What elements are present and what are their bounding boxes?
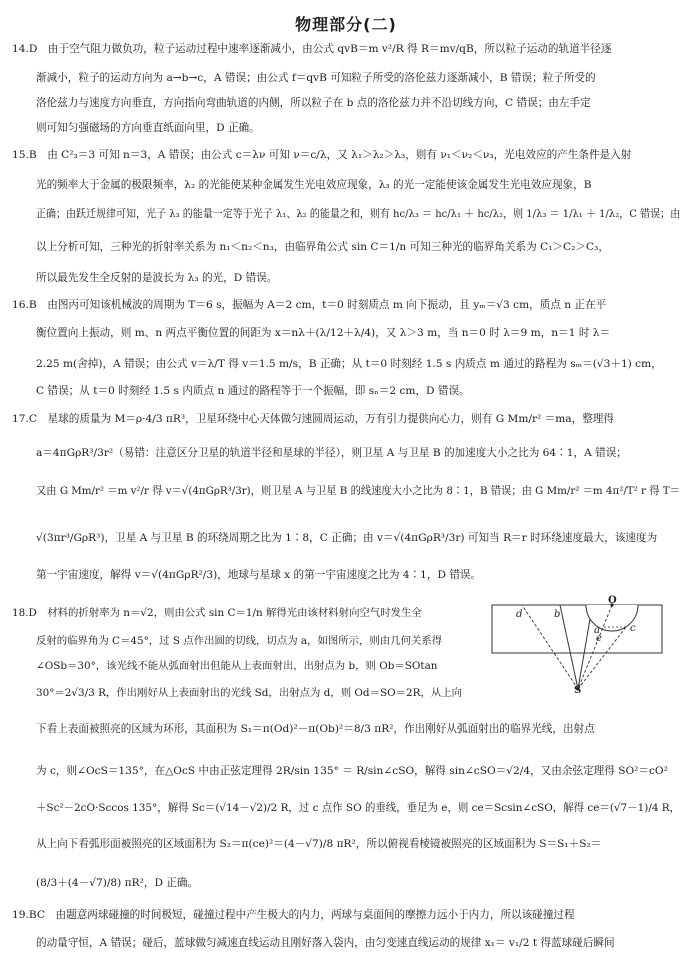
text-line: 18.D 材料的折射率为 n＝√2，则由公式 sin C＝1/n 解得光由该材料射向空气时发生全 xyxy=(12,607,422,619)
text-line: 2.25 m(舍掉)，A 错误；由公式 v＝λ/T 得 v＝1.5 m/s，B 正确；从 t＝0 时刻经 1.5 s 内质点 m 通过的路程为 sₘ＝(√3＋1) cm， xyxy=(36,358,662,370)
label-o: O xyxy=(608,595,617,606)
text-line: 渐减小，粒子的运动方向为 a→b→c，A 错误；由公式 f＝qvB 可知粒子所受的洛伦兹力逐渐减小，B 错误；粒子所受的 xyxy=(36,72,596,84)
prism-light-figure xyxy=(490,595,666,696)
text-line: 14.D 由于空气阻力做负功，粒子运动过程中速率逐渐减小，由公式 qvB＝m v²/R 得 R＝mv/qB，所以粒子运动的轨道半径逐 xyxy=(12,43,612,55)
text-line: 光的频率大于金属的极限频率，λ₂ 的光能使某种金属发生光电效应现象，λ₃ 的光一定能使该金属发生光电效应现象，B xyxy=(36,179,592,191)
ray-to-c xyxy=(578,627,626,689)
text-line: ∠OSb＝30°，该光线不能从弧面射出但能从上表面射出，出射点为 b，则 Ob＝SOtan xyxy=(36,660,438,672)
text-line: 第一宇宙速度，解得 v＝√(4πGρR²/3)，地球与星球 x 的第一宇宙速度之比为 4∶1，D 错误。 xyxy=(36,569,482,581)
label-s: S xyxy=(574,685,582,696)
text-line: 15.B 由 C²₃＝3 可知 n＝3，A 错误；由公式 c＝λν 可知 ν＝c/λ，又 λ₁＞λ₂＞λ₃，则有 ν₁＜ν₂＜ν₃，光电效应的产生条件是入射 xyxy=(12,149,632,161)
text-line: 反射的临界角为 C＝45°，过 S 点作出圆的切线，切点为 a，如图所示，则由几何关系得 xyxy=(36,635,443,647)
text-line: 洛伦兹力与速度方向垂直，方向指向弯曲轨道的内侧，所以粒子在 b 点的洛伦兹力并不沿切线方向，C 错误；由左手定 xyxy=(36,97,591,109)
text-line: 所以最先发生全反射的是波长为 λ₃ 的光，D 错误。 xyxy=(36,272,278,284)
text-line: 以上分析可知，三种光的折射率关系为 n₁＜n₂＜n₃，由临界角公式 sin C＝1/n 可知三种光的临界角关系为 C₁＞C₂＞C₃， xyxy=(36,241,609,253)
text-line: 为 c，则∠OcS＝135°，在△OcS 中由正弦定理得 2R/sin 135° ＝ R/sin∠cSO，解得 sin∠cSO＝√2/4，又由余弦定理得 SO²＝cO² xyxy=(36,765,668,777)
text-line: (8/3＋(4－√7)/8) πR²，D 正确。 xyxy=(36,877,199,889)
label-d: d xyxy=(516,609,523,620)
text-line: 从上向下看弧形面被照亮的区域面积为 S₂＝π(ce)²＝(4－√7)/8 πR²，所以俯视看棱镜被照亮的区域面积为 S＝S₁＋S₂＝ xyxy=(36,838,602,850)
text-line: 衡位置向上振动，则 m、n 两点平衡位置的间距为 x＝nλ＋(λ/12＋λ/4)，又 λ＞3 m，当 n＝0 时 λ＝9 m，n＝1 时 λ＝ xyxy=(36,327,611,339)
text-line: 则可知匀强磁场的方向垂直纸面向里，D 正确。 xyxy=(36,122,260,134)
page-title: 物理部分(二) xyxy=(295,15,397,34)
label-a: a xyxy=(594,625,600,636)
text-line: 17.C 星球的质量为 M＝ρ·4/3 πR³，卫星环绕中心天体做匀速圆周运动，万有引力提供向心力，则有 G Mm/r² ＝ma，整理得 xyxy=(12,413,614,425)
label-e: e xyxy=(596,633,602,644)
text-line: 30°＝2√3/3 R，作出刚好从上表面射出的光线 Sd，出射点为 d，则 Od＝SO＝2R，从上向 xyxy=(36,687,463,699)
text-line: √(3πr³/GρR³)，卫星 A 与卫星 B 的环绕周期之比为 1∶8，C 正确；由 v＝√(4πGρR³/3r) 可知当 R＝r 时环绕速度最大，该速度为 xyxy=(36,532,658,544)
text-line: 16.B 由图丙可知该机械波的周期为 T＝6 s，振幅为 A＝2 cm，t＝0 时刻质点 m 向下振动，且 yₘ＝√3 cm，质点 n 正在平 xyxy=(12,299,607,311)
text-line: 的动量守恒，A 错误；碰后，蓝球做匀减速直线运动且刚好落入袋内，由匀变速直线运动的规律 x₁＝ v₁/2 t 得蓝球碰后瞬间 xyxy=(36,937,615,949)
text-line: ＋Sc²－2cO·Sccos 135°，解得 Sc＝(√14－√2)/2 R，过 c 点作 SO 的垂线，垂足为 e，则 ce＝Scsin∠cSO，解得 ce＝(√7－1)/4 R， xyxy=(36,802,681,814)
ray-to-b xyxy=(560,605,578,689)
text-line: C 错误；从 t＝0 时刻经 1.5 s 内质点 n 通过的路程等于一个振幅，即 sₙ＝2 cm，D 错误。 xyxy=(36,385,470,397)
label-b: b xyxy=(554,609,561,620)
text-line: 19.BC 由题意两球碰撞的时间极短，碰撞过程中产生极大的内力，两球与桌面间的摩擦力远小于内力，所以该碰撞过程 xyxy=(12,909,575,921)
label-c: c xyxy=(630,623,636,634)
ray-to-a xyxy=(578,619,590,689)
text-line: 下看上表面被照亮的区域为环形，其面积为 S₁＝π(Od)²－π(Ob)²＝8/3 πR²，作出刚好从弧面射出的临界光线，出射点 xyxy=(36,723,595,735)
text-line: 正确；由跃迁规律可知，光子 λ₃ 的能量一定等于光子 λ₁、λ₂ 的能量之和，则有 hc/λ₃ ＝ hc/λ₁ ＋ hc/λ₂，则 1/λ₃ ＝ 1/λ₁ ＋ 1/λ₂，C 错误；由 xyxy=(36,208,681,220)
ray-to-d xyxy=(522,605,578,689)
text-line: 又由 G Mm/r² ＝m v²/r 得 v＝√(4πGρR³/3r)，则卫星 A 与卫星 B 的线速度大小之比为 8∶1，B 错误；由 G Mm/r² ＝m 4π²/T² r 得 T＝ xyxy=(36,485,680,497)
text-line: a＝4πGρR³/3r²（易错：注意区分卫星的轨道半径和星球的半径），则卫星 A 与卫星 B 的加速度大小之比为 64∶1，A 错误； xyxy=(36,447,627,459)
